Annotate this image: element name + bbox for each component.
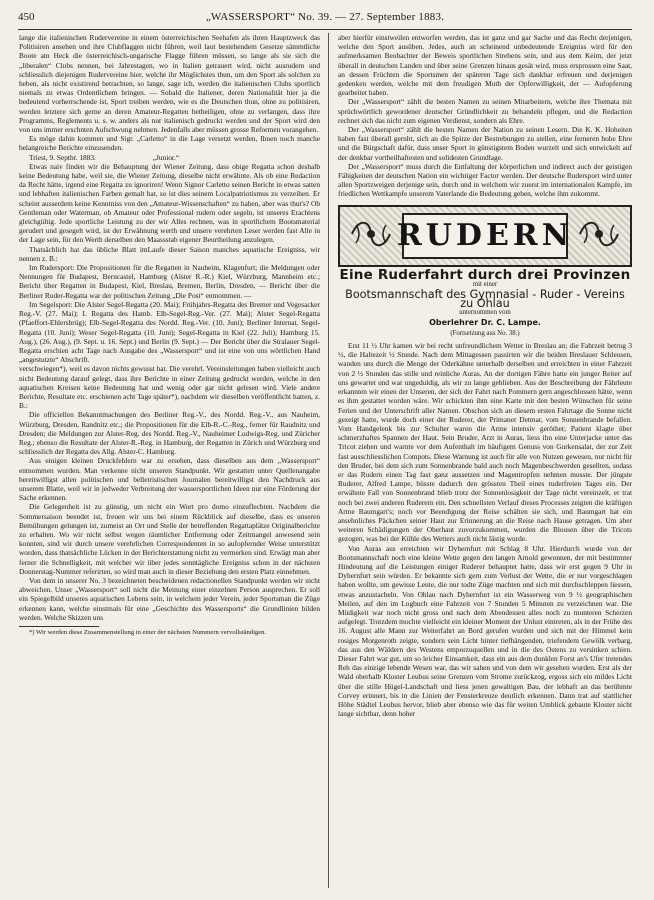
paragraph: lange die italienischen Rudervereine in einem österreichischen Seehafen als ihren Hauptzweck das Politisiren ansehen und ihre Clubflaggen nicht führen, weil laut bestehendem Gesetze sämmtliche Boote am Heck die österreichisch-ungarische Flagge führen müssen, so lange als sie sich die „liberalen“ Clubs nennen, bei Jahrestagen, wo in Italien getrauert wird, nicht ausrudern und schliesslich diejenigen Rudervereine hier, welche ihr Möglichstes thun, um den Sport als solchen zu heben, als nicht existirend betrachten, so lange, sage ich, werden die italienischen Clubs sportlich niemals zu etwas Ordentlichem bringen. — Sobald die Italiener, deren Nationalität hier ja die bedeutend vorherrschende ist, Sport treiben werden, wie es die Deutschen thun, ohne zu politisiren, werden letztere sich gerne an deren Amateur-Regatten betheiligen, ohne zu verlangen, dass ihre Programms, Reglements u. s. w. anders als nur italienisch gedruckt werden und der Sport wird den von uns immer erschnten Aufschwung nehmen. Jedenfalls aber müssen grosse Reformen vorangehen. [19,33,320,135]
paragraph: Erst 11 ½ Uhr kamen wir bei recht unfreundlichem Wetter in Breslau an; die Fahrzeit betrug 3 ½, die Haltezeit ½ Stunde. Nach dem Mittagessen passirten wir die beiden Breslauer Schleusen, wanden uns durch die Menge der Oderkähne unterhalb derselben und erreichten in einer Fahrzeit von 2 ½ Stunden das stille und reinliche Auras. An der dortigen Fähre hatte ein junger Reiter auf uns gewartet und war ungeduldig, als wir zu lange geblieben. Aus der Beschreibung der Fährleute erkannten wir einen der Unseren, der sich der Fahrt nach Pommern gern angeschlossen hätte, wenn es ihm gestattet worden wäre. Wir schickten ihm eine Karte mit den besten Wünschen für seine Ferien und der Unterschrift aller Namen. Obschon sich an diesem ersten Fahrtage die Sonne nicht gezeigt hatte, wurde doch einer der Ruderer, der Primaner Detmar, vom Sonnenbrande befallen. Vom Handgelenk bis zur Schulter waren die Arme intensiv geröthet; Patient klagte über schmerzhaftes Spannen der Haut. Sein Bruder, Arzt in Auras, liess ihn eine Unterjacke unter das Tricot ziehen und warnte vor dem Aufenthalt im häufigem Genuss von Gurkensalat, der zur Zeit fast ausschliesslichen Compots. Diese Warnung ist auch für alle von Nutzen gewesen, nur nicht für den Bruder, bei dem sich zum Sonnenbrande bald auch noch Magenbeschwerden gesellten, sodass er das Rudern einen Tag fast ganz aussetzen und Magentropfen nehmen musste. Der jüngste Ruderer, Alfred Lampe, büsste dadurch den grössten Theil eines ruderfreien Tages ein. Der erwähnte Fall von Sonnenbrand blieb trotz der Sonnenlosigkeit der Tage nicht vereinzelt, er trat noch bei zwei anderen Ruderern ein. Den schnellsten Verlauf dieses Processes zeigten die kräftigen Arme Baumgart's; noch vor Beendigung der Reise schälten sie sich, und Baumgart hat ein ansehnliches Päckchen seiner Haut zur Erinnerung an die Reise nach Hause getragen. Um aber weiteren Schädigungen der Oberhaut zuvorzukommen, wurden die Blousen über die Tricots gezogen, was bei der Kühle des Wetters auch nicht lästig wurde. [338,341,632,544]
paragraph: Thatsächlich hat das übliche Blatt imLaufe dieser Saison manches aquatische Ereigniss, wir nennen z. B.: [19,244,320,263]
page-number: 450 [18,11,35,23]
paragraph: Aus einigen kleinen Druckfehlern war zu ersehen, dass dieselben aus dem „Wassersport“ entnommen wurden. Man verkenne nicht unseren Standpunkt. Wir gestatten unter Quellenangabe bereitwilligst allen politischen und belletristischen Journalen bereitwilligst den Nachdruck aus unserem Blatte, weil wir in jedweder Verbreitung der wassersportlichen Ideen nur eine Förderung der Sache erkennen. [19,456,320,503]
column-divider [328,33,329,888]
paragraph: Von dem in unserer No. 3 bezeichneten bescheidenen redactionellen Standpunkt werden wir nicht abweichen. Unser „Wassersport“ soll nicht die Meinung einer einzelnen Person ausprechen. Er soll ein Spiegelbild unseres aquatischen Lebens sein, in welchem jeder Verein, jeder Sportsman die Züge erkennen kann, welche einstmals für eine „Geschichte des Wassersports“ die Grundlinien bilden werden. Welche Skizzen uns [19,575,320,622]
ornament-left-icon [348,217,394,251]
article-title: Eine Ruderfahrt durch drei Provinzen [339,266,631,283]
paragraph: Die officiellen Bekanntmachungen des Berliner Reg.-V., des Nordd. Reg.-V., aus Nauheim, Würzburg, Dresden, Randnitz etc.; die Propositionen für die Elb-R.-C.-Reg., ferner für Raudnitz und Dresden; die Meldungen zur Alster-Reg. des Nordd. Reg.-V., Nauheimer Ludwigs-Reg. und Züricher Reg.; ebenso die Resultate der Alster-R.-Reg. in Hamburg, der Regatten in Zürich und Würzburg und schliesslich der Regatta des Allg. Alster-C. Hamburg. [19,410,320,457]
paragraph: Von Auras aus erreichten wir Dyhernfurt mit Schlag 8 Uhr. Hierdurch wurde von der Bootsmannschaft noch eine kleine Wette gegen den langen Arnold gewonnen, der mit bestimmter Hindeutung auf die Leistungen einiger Ruderer behauptet hatte, dass wir erst gegen 9 Uhr in Dyhernfurt sein würden. Er bekannte sich gern zum Verlust der Wette, die er nur vorgeschlagen haben wollte, um gewisse Leute, die nur todte Züge machten und sich mit durchschleppen liessen, etwas anzustacheln. Von Ohlau nach Dyhernfurt ist ein Wasserweg von 9 ½ geographischen Meilen, auf den im Logbuch eine Fahrzeit von 7 Stunden 5 Minuten zu verzeichnen war. Die Müdigkeit war noch nicht gross und nach dem Abendessen alles noch zu munteren Scherzen aufgelegt. Trotzdem mochte vielleicht ein kleiner Moment der Unlust eintreten, als in der Frühe des 16. August alle Mann zur Weiterfahrt an Bord gerufen wurden und sich mit der Himmel kein rosiges Morgenroth zeigte, sondern sein Licht hinter tiefhängenden, triefendem Gewölk verbarg, das aus den Wäldern des Westens emporzuquellen und in die des Ostens zu versinken schien. Dieser Fahrt war gut, um so leicher Einsamkeit, dass ein aus dem dunklen Forst an's Ufer tretendes Reh das einzige lebende Wesen war, das wir sahen und von dem wir gesehen wurden. Erst als der Wald oberhalb Kloster Leubus seine Grenzen vom Strome zurückzog, ergoss sich ein mildes Licht über die stille Hügel-Landschaft und liess jenen gewaltigen Bau, der lebhaft an das berühmte Corvey erinnert, bis in die Linien der Fensterkreuze deutlich erkennen. Dann trat auf stattlicher Höhe Städtel Leubus hervor, blieb aber ebenso wie das für weiten Umblick gebaute Kloster nicht lange sichtbar, denn hoher [338,543,632,719]
paragraph: verschwiegen*), weil es davon nichts gewusst hat. Die verehrl. Vereinsleitungen haben vielleicht auch nicht Bedeutung darauf gelegt, dass ihre Berichte in einer Zeitung gedruckt werden, welche in den aquatischen Kreisen keine Bedeutung hat und wenig oder gar nicht gelesen wird. Viele andere Berichte, Resultate etc. erschienen acht Tage später*), nachdem wir dieselben veröffentlicht hatten, z. B.: [19,364,320,411]
right-column [338,33,632,896]
paragraph: aber hierfür einstweilen entworfen werden, das ist ganz und gar Sache und das Recht derjenigen, welche den Sport ausüben. Jedes, auch an scheinend unbedeutende Ereigniss wird für den aufmerksamen Beobachter der Beweis sportlichen Strebens sein, und aus dem Keim, der jetzt überall in deutschen Landen und über seine Grenzen hinaus gesät wird, muss ersprossen eine Saat, an dessen Früchten die Sportsmen der späteren Tage sich dankbar erfreuen und derjenigen gedenken werden, welche mit dem freudigen Muth der Opferwilligkeit, der — Aufopferung gearbeitet haben. [338,33,632,98]
paragraph: Im Segelsport: Die Alster Segel-Regatta (20. Mai); Frühjahrs-Regatta des Bremer und Vegesacker Reg.-V. (27. Mai); I. Regatta des Hamb. Elb-Segel-Reg.-Ver. (27. Mai); Alster Segel-Regatta (Pfaeffort-Ehlersbrüg); Elb-Segel-Regatta des Nordd. Reg.-Ver. (10. Juni); Berliner Internat. Segel-Regatta (10. Juni); Weser Segel-Regatta (10. Juni); Segel-Regatta in Kiel (22. Juli); Hamburg 15. Aug.), (26. Aug.), (9. Sept. u. 16. Sept.) und Berlin (9. Sept.) — Der Bericht über die Stralauer Segel-Regatta erschien acht Tage nach Ausgabe des „Wassersport“ und ist eine von uns wörtlichen Hand „angestutzte“ Abschrift. [19,299,320,365]
header-rule [18,29,632,30]
banner-frame [396,213,574,259]
paragraph: Der „Wassersport“ zählt die besten Namen der Nation zu seinen Lesern. Die K. K. Hoheiten haben fast überall gernht, sich an die Spitze der Bestrebungen zu stellen, eine ferneren hohe Ehre und die Bürgschaft dafür, dass unser Sport in günstigstem Boden wurzelt und sich entwickelt auf der denkbar vortheilhaftesten und solidesten Grundlage. [338,125,632,162]
article-subtitle: Bootsmannschaft des Gymnasial - Ruder - Vereins zu Ohlau [345,288,625,311]
author-name: Oberlehrer Dr. C. Lampe. [429,317,541,327]
running-head: „WASSERSPORT“ No. 39. — 27. September 1883. [205,11,445,23]
left-column [19,33,320,896]
article-with: mit einer [472,280,498,288]
dateline: Triest, 9. Septbr. 1883. „Junior.“ [29,152,180,162]
continued-note: (Fortsetzung aus No. 38.) [450,329,520,337]
paragraph: Es möge dahin kommen und Sigr. „Carletto“ in die Lage versetzt werden, Ihnen noch manche belangreiche Berichte einzusenden. [19,134,320,153]
paragraph: Die Gelegenheit ist zu günstig, um nicht ein Wort pro domo einzuflechten. Nachdem die Sommersaison beendet ist, freuen wir uns bei einem Rückblick auf dieselbe, dass es unseren Bemühungen gelungen ist, zumeist an Ort und Stelle der betreffenden Regattaplätze Originalberichte zu erhalten. Wo wir nicht selbst wegen räumlicher Entfernung oder Zeitmangel anwesend sein konnten, sind wir durch unsere verehrlichen Correspondenten in so aufopfernder Weise unterstützt worden, dass thatsächliche Lücken in der Berichterstattung nicht zu vermerken sind. Erwägt man aber ferner die Schnelligkeit, mit welcher wir über jedes sonntägliche Ereigniss schon in der nächsten Donnerstag-Nummer referirten, so wird man auch in dieser Beziehung den ersten Platz einnehmen. [19,502,320,576]
banner-word: RUDERN [396,218,574,254]
paragraph: Etwas naiv finden wir die Behauptung der Wiener Zeitung, dass obige Regatta schon deshalb keine Bedeutung habe, weil sie, die Wiener Zeitung, dieselbe nicht erwähnte. Als ob eine Redaction da Recht hätte, irgend eine Regatta zu ignoriren! Wenn Signor Carletto seinen Bericht in etwas satten und lebhaften italienischen Farben gemalt hat, so ist dies seinem Localpatriotismus zu verzeihen. Er scheint ausserdem keine Kenntniss von den „Amateur-Wissenschaften“ zu haben, aber was thut's? Ob Gentleman oder Waterman, ob Amateur oder Professional rudern oder segeln, ist unseres Erachtens gleichgültig. Jede sportliche Leistung zu der wir Alles rechnen, was in sportlichem Bootsmaterial gerudert und gesegelt wird, ist der Erwähnung werth und unsere verehrten Leser werden fast Alle in der Lage sein, für den Werth derselben den Maassstab eigener Beurtheilung anzulegen. [19,161,320,245]
paragraph: Der „Wassersport“ zählt die besten Namen zu seinen Mitarbeitern, welche ihre Themata mit sprüchwörtlich gewordener deutscher Gründlichkeit zu behandeln pflegen, und die Redaction rechnet sich das nicht zum eigenen Verdienst, sondern als Ehre. [338,97,632,125]
rudern-banner [338,205,632,267]
article-author [338,318,632,327]
ornament-right-icon [576,217,622,251]
page-header [18,11,632,25]
article-under: unternommen vom [459,309,511,317]
paragraph: Der „Wassersport“ muss durch die Entfaltung der körperlichen und indirect auch der geistigen Fähigkeiten der deutschen Nation ein wichtiger Factor werden. Der deutsche Rudersport wird unter allen Sportzweigen derjenige sein, durch und in welchem wir zuerst im internationalen Kampfe, im friedlichen Wettkampfe unserem Vaterlande die Bedeutung geben, welche ihm zukommt. [338,161,632,199]
paragraph: Im Rudersport: Die Propositionen für die Regatten in Nauheim, Klagenfurt; die Meldungen oder Nennungen für Budapest, Berncastel, Hamburg (Alster R.-R.) Kiel, Würzburg, Mannheim etc.; Bericht über Regatten in Budapest, Kiel, Breslau, Bremen, Berlin, Dresden, — Bericht über die Berliner Ruder-Regatta war der politischen Zeitung „Die Post“ entnommen. — [19,263,320,300]
footnote-rule [19,626,99,627]
footnote: *) Wir werden diese Zusammenstellung in einer der nächsten Nummern vervollständigen. [29,629,267,636]
